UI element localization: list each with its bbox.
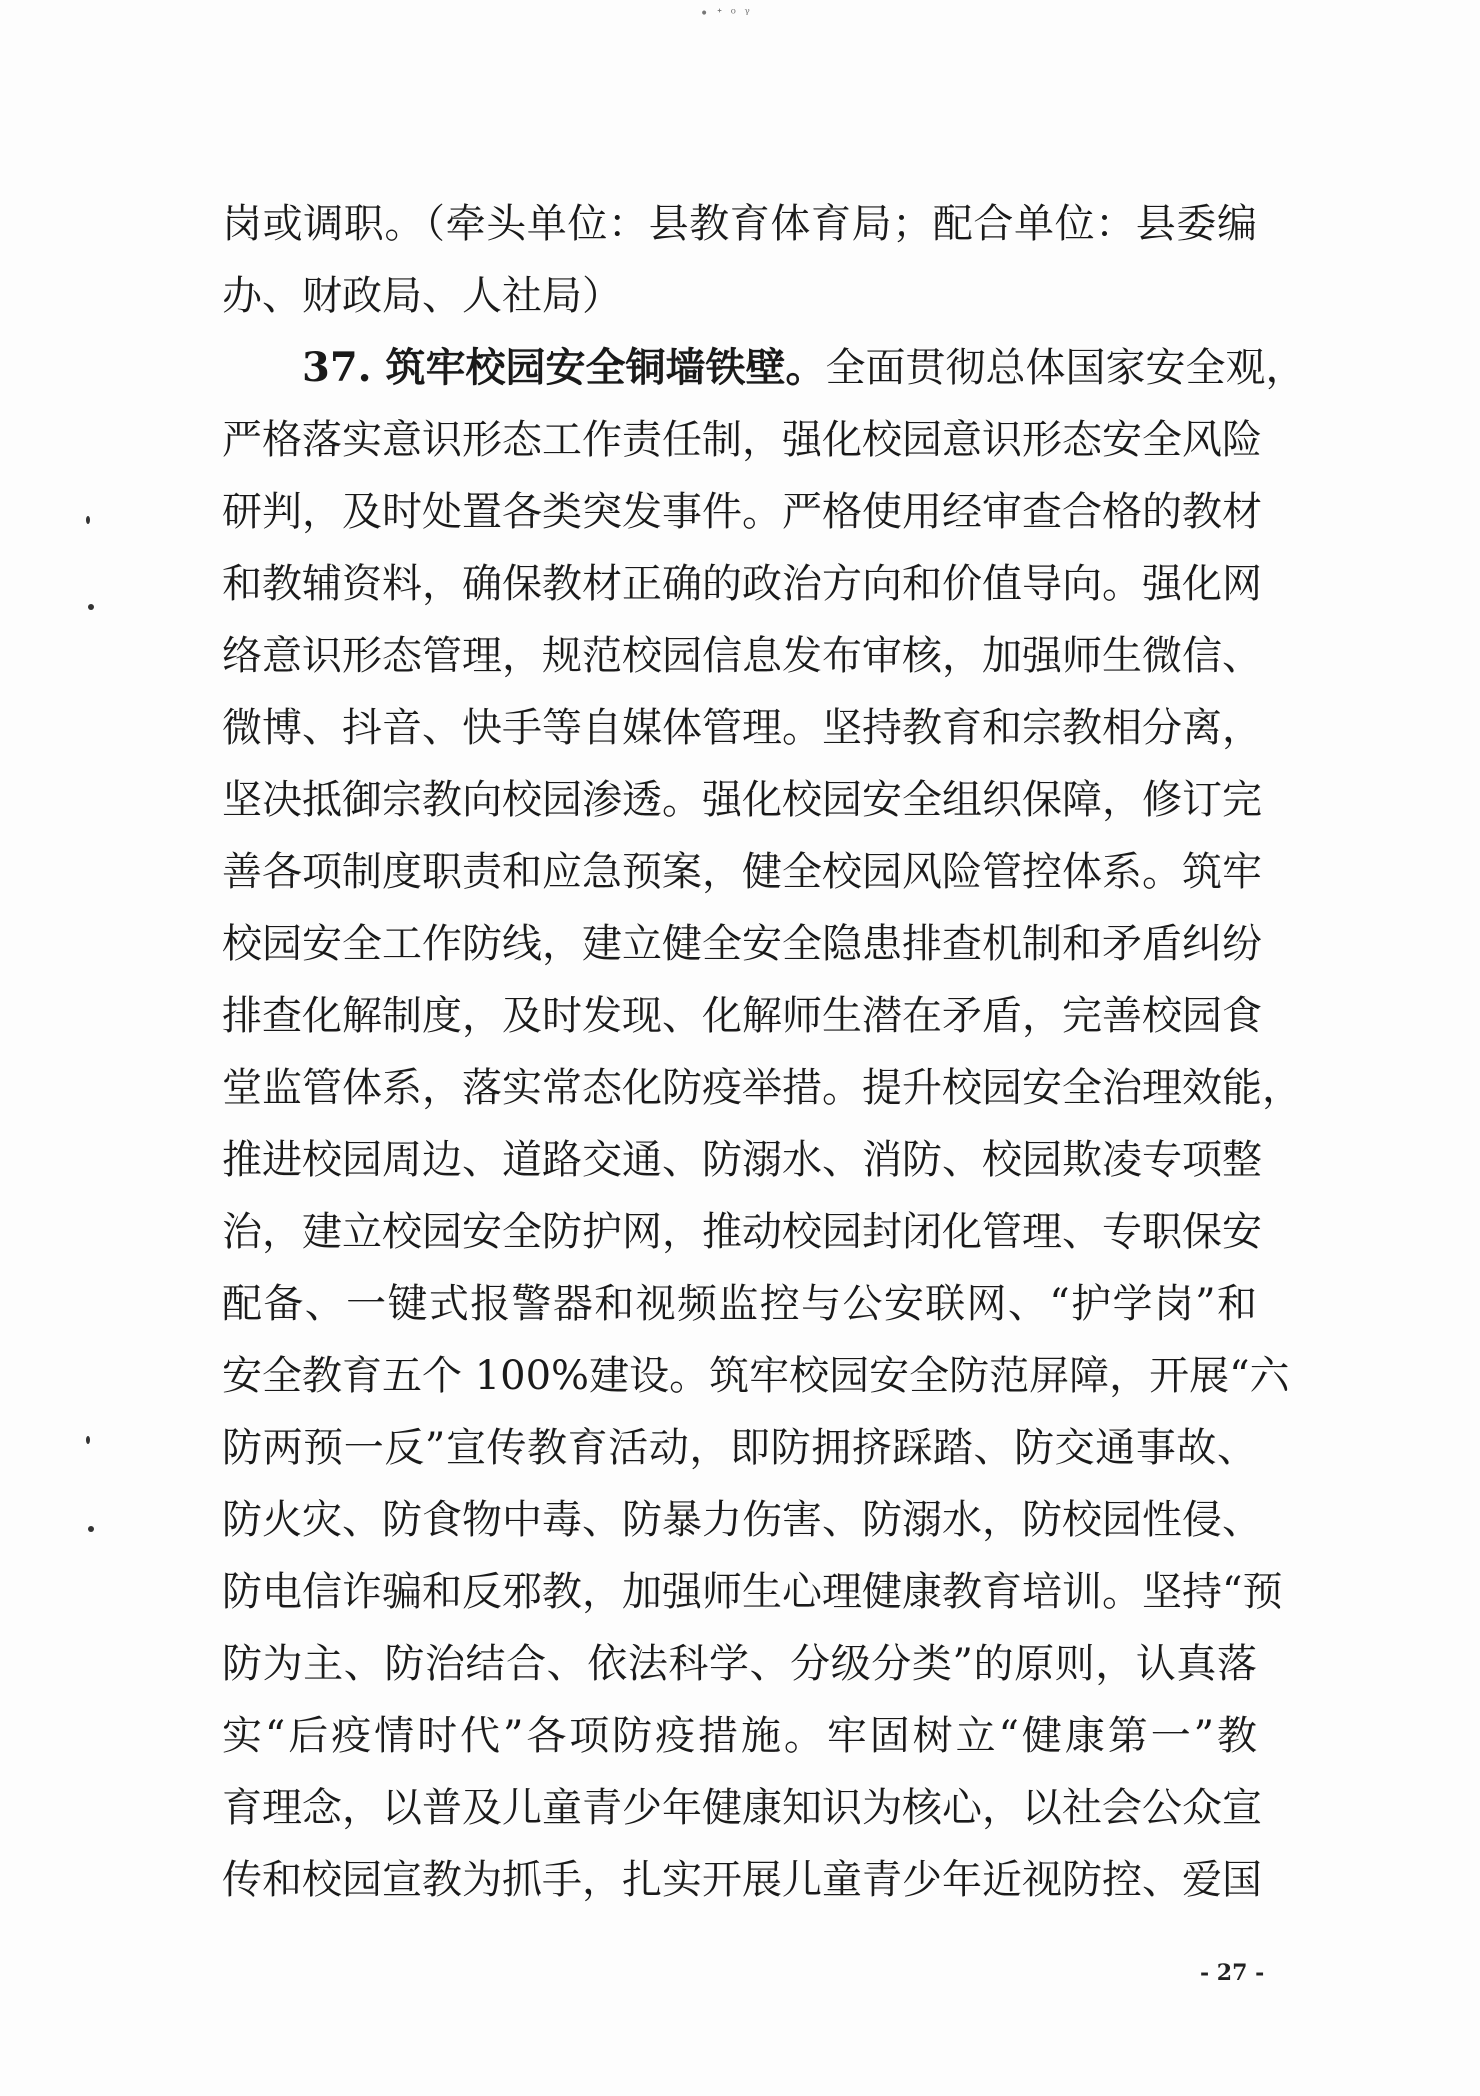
line-text: 排查化解制度，及时发现、化解师生潜在矛盾，完善校园食 (222, 993, 1262, 1039)
text-line (222, 908, 1262, 980)
line-text: 微博、抖音、快手等自媒体管理。坚持教育和宗教相分离， (222, 705, 1262, 751)
text-line (222, 764, 1262, 836)
text-line (222, 1412, 1257, 1484)
text-line (222, 1628, 1257, 1700)
line-text: 实“后疫情时代”各项防疫措施。牢固树立“健康第一”教 (222, 1713, 1257, 1759)
text-line (222, 692, 1262, 764)
line-text: 研判，及时处置各类突发事件。严格使用经审查合格的教材 (222, 489, 1262, 535)
text-line (222, 1268, 1257, 1340)
line-text: 推进校园周边、道路交通、防溺水、消防、校园欺凌专项整 (222, 1137, 1262, 1183)
line-text: 办、财政局、人社局） (222, 273, 622, 319)
text-line (222, 1340, 1290, 1412)
line-text: 坚决抵御宗教向校园渗透。强化校园安全组织保障，修订完 (222, 777, 1262, 823)
text-line (222, 1196, 1262, 1268)
line-text: 和教辅资料，确保教材正确的政治方向和价值导向。强化网 (222, 561, 1262, 607)
scan-artifact: • ᐩ ᵒ ᵞ (700, 6, 752, 22)
text-line (222, 1052, 1302, 1124)
text-line (222, 404, 1262, 476)
line-text: 络意识形态管理，规范校园信息发布审核，加强师生微信、 (222, 633, 1262, 679)
text-line (222, 188, 1257, 260)
section-heading: 37. 筑牢校园安全铜墙铁壁。 (302, 344, 826, 391)
text-line (222, 620, 1262, 692)
line-text: 安全教育五个 100%建设。筑牢校园安全防范屏障，开展“六 (222, 1353, 1290, 1399)
line-text: 配备、一键式报警器和视频监控与公安联网、“护学岗”和 (222, 1281, 1257, 1327)
line-text: 传和校园宣教为抓手，扎实开展儿童青少年近视防控、爱国 (222, 1857, 1262, 1903)
text-line (222, 1124, 1262, 1196)
text-line (222, 1844, 1262, 1916)
line-text: 堂监管体系，落实常态化防疫举措。提升校园安全治理效能， (222, 1065, 1302, 1111)
page-number: - 27 - (1200, 1960, 1265, 1986)
line-text: 治，建立校园安全防护网，推动校园封闭化管理、专职保安 (222, 1209, 1262, 1255)
line-text: 善各项制度职责和应急预案，健全校园风险管控体系。筑牢 (222, 849, 1262, 895)
body-text (222, 188, 1306, 1916)
text-line (222, 476, 1262, 548)
text-line (222, 1772, 1262, 1844)
line-text: 防电信诈骗和反邪教，加强师生心理健康教育培训。坚持“预 (222, 1569, 1283, 1615)
text-line (222, 1700, 1257, 1772)
margin-dot (86, 516, 90, 524)
text-line (222, 1556, 1283, 1628)
margin-dot (88, 1526, 94, 1532)
line-text: 防两预一反”宣传教育活动，即防拥挤踩踏、防交通事故、 (222, 1425, 1257, 1471)
line-text: 防火灾、防食物中毒、防暴力伤害、防溺水，防校园性侵、 (222, 1497, 1262, 1543)
line-text: 防为主、防治结合、依法科学、分级分类”的原则，认真落 (222, 1641, 1257, 1687)
text-line (222, 260, 1257, 332)
line-text: 严格落实意识形态工作责任制，强化校园意识形态安全风险 (222, 417, 1262, 463)
text-line (222, 980, 1262, 1052)
line-text: 全面贯彻总体国家安全观， (825, 345, 1306, 391)
text-line (222, 548, 1262, 620)
text-line (222, 836, 1262, 908)
line-text: 校园安全工作防线，建立健全安全隐患排查机制和矛盾纠纷 (222, 921, 1262, 967)
margin-dot (88, 604, 94, 610)
line-text: 育理念，以普及儿童青少年健康知识为核心，以社会公众宣 (222, 1785, 1262, 1831)
text-line (222, 1484, 1262, 1556)
text-line (222, 332, 1306, 404)
margin-dot (86, 1436, 90, 1444)
line-text: 岗或调职。（牵头单位：县教育体育局；配合单位：县委编 (222, 201, 1257, 247)
